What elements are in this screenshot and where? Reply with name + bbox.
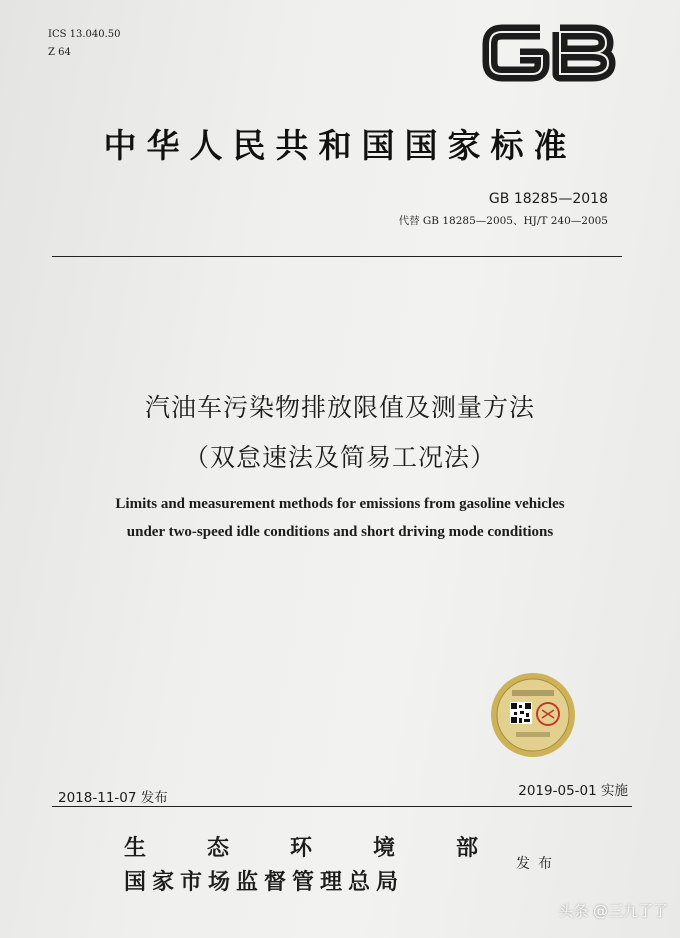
document-title-en-line1: Limits and measurement methods for emissions from gasoline vehicles bbox=[115, 496, 565, 512]
standard-title: 中华人民共和国国家标准 bbox=[103, 126, 577, 165]
implementation-date: 2019-05-01 实施 bbox=[518, 783, 628, 799]
document-title-cn: 汽油车污染物排放限值及测量方法 bbox=[144, 393, 535, 422]
issuer-ministry: 生态环境部 bbox=[124, 836, 540, 861]
category-code: Z 64 bbox=[48, 47, 71, 58]
replaces-standards: 代替 GB 18285—2005、HJ/T 240—2005 bbox=[398, 215, 608, 227]
standard-number: GB 18285—2018 bbox=[488, 191, 608, 207]
issuer-administration: 国家市场监督管理总局 bbox=[124, 870, 405, 895]
document-subtitle-cn: （双怠速法及简易工况法） bbox=[183, 443, 496, 472]
issued-label: 发布 bbox=[516, 856, 560, 872]
issue-date: 2018-11-07 发布 bbox=[58, 790, 168, 806]
top-divider bbox=[52, 256, 622, 257]
source-watermark: 头条 @三九了了 bbox=[558, 902, 668, 920]
document-title-en-line2: under two-speed idle conditions and short driving mode conditions bbox=[126, 524, 554, 540]
ics-code: ICS 13.040.50 bbox=[48, 29, 121, 40]
gb-logo bbox=[480, 18, 620, 88]
classification-codes bbox=[48, 26, 121, 62]
anti-counterfeit-seal bbox=[490, 672, 576, 758]
bottom-divider bbox=[52, 806, 632, 807]
